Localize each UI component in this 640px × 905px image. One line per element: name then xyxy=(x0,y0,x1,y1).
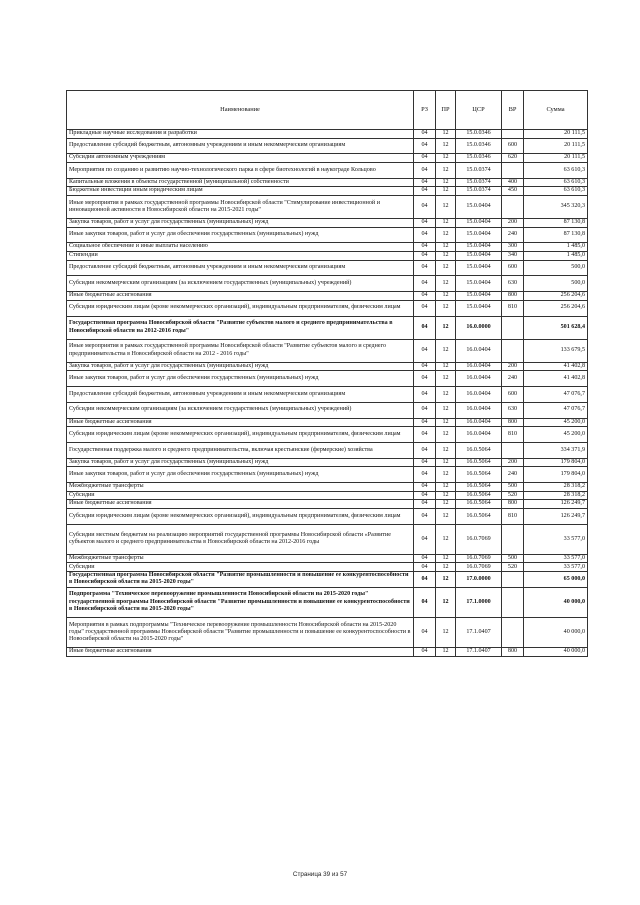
cell-csr: 16.0.5064 xyxy=(456,442,502,458)
cell-vr xyxy=(502,524,524,554)
cell-pr: 12 xyxy=(436,618,456,648)
cell-vr: 800 xyxy=(502,292,524,301)
page-number: Страница 39 из 57 xyxy=(292,871,348,878)
cell-name: Субсидии некоммерческим организациям (за исключением государственных (муниципальных) учреждений) xyxy=(67,402,414,418)
cell-csr: 16.0.0000 xyxy=(456,316,502,339)
cell-sum: 63 610,3 xyxy=(524,178,588,187)
table-row xyxy=(67,362,588,371)
cell-rz: 04 xyxy=(414,467,436,483)
cell-pr: 12 xyxy=(436,524,456,554)
table-row xyxy=(67,276,588,292)
cell-pr: 12 xyxy=(436,491,456,500)
cell-csr: 15.0.0404 xyxy=(456,292,502,301)
cell-name: Предоставление субсидий бюджетным, автономным учреждениям и иным некоммерческим организациям xyxy=(67,386,414,402)
cell-rz: 04 xyxy=(414,587,436,617)
cell-pr: 12 xyxy=(436,458,456,467)
cell-sum: 41 402,8 xyxy=(524,362,588,371)
cell-csr: 16.0.0404 xyxy=(456,427,502,443)
cell-name: Субсидии юридическим лицам (кроме некоммерческих организаций), индивидуальным предпринимателям, физическим лицам xyxy=(67,300,414,316)
cell-vr: 630 xyxy=(502,402,524,418)
cell-sum: 33 577,0 xyxy=(524,524,588,554)
cell-csr: 16.0.5064 xyxy=(456,458,502,467)
cell-csr: 15.0.0404 xyxy=(456,251,502,260)
cell-pr: 12 xyxy=(436,508,456,524)
cell-vr: 520 xyxy=(502,563,524,572)
cell-name: Социальное обеспечение и иные выплаты населению xyxy=(67,243,414,252)
cell-rz: 04 xyxy=(414,178,436,187)
cell-name: Государственная программа Новосибирской области "Развитие промышленности и повышение ее конкурентоспособности в Новосибирской области на 2015-2020 годы" xyxy=(67,572,414,588)
table-row xyxy=(67,458,588,467)
cell-sum: 256 204,6 xyxy=(524,292,588,301)
cell-csr: 17.1.0407 xyxy=(456,618,502,648)
cell-rz: 04 xyxy=(414,251,436,260)
table-row xyxy=(67,467,588,483)
cell-name: Субсидии автономным учреждениям xyxy=(67,154,414,163)
cell-pr: 12 xyxy=(436,418,456,427)
table-row xyxy=(67,402,588,418)
cell-name: Субсидии некоммерческим организациям (за исключением государственных (муниципальных) учреждений) xyxy=(67,276,414,292)
cell-sum: 33 577,0 xyxy=(524,554,588,563)
table-row xyxy=(67,260,588,276)
cell-rz: 04 xyxy=(414,316,436,339)
cell-name: Государственная программа Новосибирской области "Развитие субъектов малого и среднего предпринимательства в Новосибирской области на 2012-2016 годы" xyxy=(67,316,414,339)
cell-sum: 28 318,2 xyxy=(524,491,588,500)
cell-sum: 256 204,6 xyxy=(524,300,588,316)
cell-name: Закупка товаров, работ и услуг для государственных (муниципальных) нужд xyxy=(67,218,414,227)
cell-vr xyxy=(502,316,524,339)
cell-rz: 04 xyxy=(414,554,436,563)
cell-sum: 47 076,7 xyxy=(524,386,588,402)
cell-vr: 200 xyxy=(502,458,524,467)
cell-name: Предоставление субсидий бюджетным, автономным учреждениям и иным некоммерческим организациям xyxy=(67,138,414,154)
cell-sum: 65 000,0 xyxy=(524,572,588,588)
cell-name: Иные закупки товаров, работ и услуг для обеспечения государственных (муниципальных) нужд xyxy=(67,371,414,387)
cell-vr: 810 xyxy=(502,300,524,316)
cell-name: Прикладные научные исследования и разработки xyxy=(67,130,414,139)
cell-rz: 04 xyxy=(414,508,436,524)
cell-vr: 600 xyxy=(502,260,524,276)
cell-name: Бюджетные инвестиции иным юридическим лицам xyxy=(67,187,414,196)
cell-rz: 04 xyxy=(414,491,436,500)
cell-pr: 12 xyxy=(436,402,456,418)
cell-rz: 04 xyxy=(414,227,436,243)
cell-csr: 15.0.0404 xyxy=(456,300,502,316)
cell-vr: 810 xyxy=(502,508,524,524)
cell-name: Капитальные вложения в объекты государственной (муниципальной) собственности xyxy=(67,178,414,187)
table-body xyxy=(67,130,588,657)
header-csr: ЦСР xyxy=(456,91,502,130)
cell-pr: 12 xyxy=(436,572,456,588)
cell-rz: 04 xyxy=(414,648,436,657)
header-pr: ПР xyxy=(436,91,456,130)
cell-name: Межбюджетные трансферты xyxy=(67,554,414,563)
budget-table xyxy=(66,90,588,657)
cell-sum: 87 130,8 xyxy=(524,218,588,227)
cell-pr: 12 xyxy=(436,483,456,492)
table-row xyxy=(67,648,588,657)
cell-rz: 04 xyxy=(414,218,436,227)
cell-pr: 12 xyxy=(436,563,456,572)
cell-csr: 16.0.0404 xyxy=(456,371,502,387)
cell-sum: 63 610,3 xyxy=(524,162,588,178)
cell-pr: 12 xyxy=(436,316,456,339)
cell-sum: 500,0 xyxy=(524,276,588,292)
cell-name: Подпрограмма "Техническое перевооружение промышленности Новосибирской области на 2015-2020 годы" государственной программы Новосибирской области "Развитие промышленности и повышение ее конкурентоспособности в Новосибирской области на 2015-2020 годы" xyxy=(67,587,414,617)
cell-vr xyxy=(502,442,524,458)
cell-vr xyxy=(502,572,524,588)
cell-pr: 12 xyxy=(436,467,456,483)
cell-rz: 04 xyxy=(414,458,436,467)
cell-csr: 15.0.0374 xyxy=(456,162,502,178)
cell-csr: 15.0.0404 xyxy=(456,218,502,227)
cell-vr xyxy=(502,162,524,178)
table-row xyxy=(67,130,588,139)
cell-csr: 16.0.7069 xyxy=(456,563,502,572)
cell-csr: 15.0.0404 xyxy=(456,227,502,243)
cell-sum: 345 320,3 xyxy=(524,195,588,218)
cell-vr: 340 xyxy=(502,251,524,260)
cell-rz: 04 xyxy=(414,138,436,154)
cell-csr: 15.0.0404 xyxy=(456,243,502,252)
cell-name: Государственная поддержка малого и среднего предпринимательства, включая крестьянские (фермерские) хозяйства xyxy=(67,442,414,458)
cell-vr: 200 xyxy=(502,218,524,227)
cell-sum: 41 402,8 xyxy=(524,371,588,387)
cell-rz: 04 xyxy=(414,362,436,371)
cell-vr xyxy=(502,130,524,139)
table-row xyxy=(67,572,588,588)
cell-csr: 16.0.0404 xyxy=(456,362,502,371)
cell-sum: 126 249,7 xyxy=(524,500,588,509)
cell-pr: 12 xyxy=(436,130,456,139)
cell-vr: 600 xyxy=(502,386,524,402)
cell-csr: 16.0.0404 xyxy=(456,402,502,418)
cell-pr: 12 xyxy=(436,386,456,402)
table-row xyxy=(67,618,588,648)
cell-sum: 334 371,9 xyxy=(524,442,588,458)
cell-name: Субсидии xyxy=(67,563,414,572)
cell-vr: 600 xyxy=(502,138,524,154)
cell-csr: 16.0.5064 xyxy=(456,500,502,509)
table-row xyxy=(67,386,588,402)
cell-csr: 15.0.0374 xyxy=(456,178,502,187)
cell-name: Межбюджетные трансферты xyxy=(67,483,414,492)
cell-vr: 810 xyxy=(502,427,524,443)
header-rz: РЗ xyxy=(414,91,436,130)
cell-pr: 12 xyxy=(436,362,456,371)
cell-vr: 800 xyxy=(502,500,524,509)
table-row xyxy=(67,563,588,572)
cell-name: Субсидии юридическим лицам (кроме некоммерческих организаций), индивидуальным предпринимателям, физическим лицам xyxy=(67,427,414,443)
table-row xyxy=(67,371,588,387)
cell-pr: 12 xyxy=(436,587,456,617)
table-row xyxy=(67,300,588,316)
cell-pr: 12 xyxy=(436,300,456,316)
cell-sum: 63 610,3 xyxy=(524,187,588,196)
cell-rz: 04 xyxy=(414,402,436,418)
cell-rz: 04 xyxy=(414,339,436,362)
header-sum: Сумма xyxy=(524,91,588,130)
cell-pr: 12 xyxy=(436,554,456,563)
cell-sum: 179 804,0 xyxy=(524,458,588,467)
table-row xyxy=(67,187,588,196)
cell-pr: 12 xyxy=(436,243,456,252)
cell-pr: 12 xyxy=(436,442,456,458)
cell-vr: 500 xyxy=(502,554,524,563)
cell-sum: 1 485,0 xyxy=(524,251,588,260)
cell-pr: 12 xyxy=(436,187,456,196)
cell-pr: 12 xyxy=(436,154,456,163)
table-row xyxy=(67,554,588,563)
table-row xyxy=(67,178,588,187)
cell-pr: 12 xyxy=(436,195,456,218)
table-row xyxy=(67,154,588,163)
cell-pr: 12 xyxy=(436,276,456,292)
cell-vr: 620 xyxy=(502,154,524,163)
cell-rz: 04 xyxy=(414,130,436,139)
table-row xyxy=(67,138,588,154)
cell-csr: 16.0.5064 xyxy=(456,483,502,492)
cell-sum: 33 577,0 xyxy=(524,563,588,572)
cell-csr: 15.0.0404 xyxy=(456,260,502,276)
cell-csr: 17.0.0000 xyxy=(456,572,502,588)
table-row xyxy=(67,162,588,178)
cell-rz: 04 xyxy=(414,427,436,443)
cell-vr: 240 xyxy=(502,371,524,387)
cell-csr: 15.0.0404 xyxy=(456,195,502,218)
cell-sum: 47 076,7 xyxy=(524,402,588,418)
cell-vr: 240 xyxy=(502,227,524,243)
cell-sum: 20 111,5 xyxy=(524,138,588,154)
cell-rz: 04 xyxy=(414,162,436,178)
cell-pr: 12 xyxy=(436,648,456,657)
table-row xyxy=(67,316,588,339)
cell-csr: 15.0.0346 xyxy=(456,154,502,163)
cell-csr: 16.0.7069 xyxy=(456,524,502,554)
cell-sum: 20 111,5 xyxy=(524,154,588,163)
cell-pr: 12 xyxy=(436,138,456,154)
cell-sum: 87 130,8 xyxy=(524,227,588,243)
table-row xyxy=(67,508,588,524)
cell-name: Предоставление субсидий бюджетным, автономным учреждениям и иным некоммерческим организациям xyxy=(67,260,414,276)
cell-sum: 133 679,5 xyxy=(524,339,588,362)
cell-csr: 16.0.0404 xyxy=(456,386,502,402)
table-header-row xyxy=(67,91,588,130)
cell-name: Иные бюджетные ассигнования xyxy=(67,292,414,301)
cell-pr: 12 xyxy=(436,292,456,301)
cell-name: Субсидии юридическим лицам (кроме некоммерческих организаций), индивидуальным предпринимателям, физическим лицам xyxy=(67,508,414,524)
cell-vr: 800 xyxy=(502,418,524,427)
cell-csr: 15.0.0346 xyxy=(456,138,502,154)
cell-csr: 16.0.7069 xyxy=(456,554,502,563)
cell-sum: 500,0 xyxy=(524,260,588,276)
cell-vr xyxy=(502,618,524,648)
cell-rz: 04 xyxy=(414,572,436,588)
cell-rz: 04 xyxy=(414,187,436,196)
table-row xyxy=(67,587,588,617)
cell-csr: 15.0.0346 xyxy=(456,130,502,139)
cell-rz: 04 xyxy=(414,524,436,554)
cell-rz: 04 xyxy=(414,260,436,276)
cell-vr xyxy=(502,195,524,218)
cell-pr: 12 xyxy=(436,178,456,187)
cell-name: Иные бюджетные ассигнования xyxy=(67,418,414,427)
cell-name: Иные бюджетные ассигнования xyxy=(67,500,414,509)
table-row xyxy=(67,524,588,554)
cell-sum: 20 111,5 xyxy=(524,130,588,139)
cell-sum: 501 628,4 xyxy=(524,316,588,339)
cell-sum: 45 200,0 xyxy=(524,418,588,427)
cell-csr: 16.0.5064 xyxy=(456,508,502,524)
table-row xyxy=(67,251,588,260)
cell-vr xyxy=(502,587,524,617)
cell-name: Иные мероприятия в рамках государственной программы Новосибирской области "Развитие субъектов малого и среднего предпринимательства в Новосибирской области на 2012 - 2016 годы" xyxy=(67,339,414,362)
cell-sum: 45 200,0 xyxy=(524,427,588,443)
cell-vr: 450 xyxy=(502,187,524,196)
table-row xyxy=(67,483,588,492)
cell-vr: 400 xyxy=(502,178,524,187)
cell-vr: 520 xyxy=(502,491,524,500)
cell-csr: 17.1.0407 xyxy=(456,648,502,657)
cell-pr: 12 xyxy=(436,260,456,276)
table-row xyxy=(67,418,588,427)
cell-rz: 04 xyxy=(414,195,436,218)
cell-rz: 04 xyxy=(414,300,436,316)
cell-pr: 12 xyxy=(436,371,456,387)
cell-csr: 15.0.0374 xyxy=(456,187,502,196)
cell-csr: 16.0.0404 xyxy=(456,418,502,427)
cell-sum: 1 485,0 xyxy=(524,243,588,252)
cell-csr: 16.0.5064 xyxy=(456,467,502,483)
cell-rz: 04 xyxy=(414,371,436,387)
table-row xyxy=(67,339,588,362)
cell-rz: 04 xyxy=(414,418,436,427)
cell-pr: 12 xyxy=(436,227,456,243)
cell-name: Иные мероприятия в рамках государственной программы Новосибирской области "Стимулирование инвестиционной и инновационной активности в Новосибирской области на 2015-2021 годы" xyxy=(67,195,414,218)
cell-vr: 300 xyxy=(502,243,524,252)
cell-rz: 04 xyxy=(414,442,436,458)
table-row xyxy=(67,218,588,227)
cell-name: Субсидии местным бюджетам на реализацию мероприятий государственной программы Новосибирской области «Развитие субъектов малого и среднего предпринимательства в Новосибирской области на 2012-2016 годы xyxy=(67,524,414,554)
cell-sum: 40 000,0 xyxy=(524,648,588,657)
cell-csr: 15.0.0404 xyxy=(456,276,502,292)
table-row xyxy=(67,427,588,443)
cell-sum: 179 804,0 xyxy=(524,467,588,483)
cell-vr xyxy=(502,339,524,362)
cell-csr: 16.0.5064 xyxy=(456,491,502,500)
cell-vr: 500 xyxy=(502,483,524,492)
cell-rz: 04 xyxy=(414,618,436,648)
table-row xyxy=(67,227,588,243)
cell-name: Иные закупки товаров, работ и услуг для обеспечения государственных (муниципальных) нужд xyxy=(67,467,414,483)
header-name: Наименование xyxy=(67,91,414,130)
cell-csr: 17.1.0000 xyxy=(456,587,502,617)
table-row xyxy=(67,491,588,500)
cell-name: Иные бюджетные ассигнования xyxy=(67,648,414,657)
cell-csr: 16.0.0404 xyxy=(456,339,502,362)
cell-name: Закупка товаров, работ и услуг для государственных (муниципальных) нужд xyxy=(67,458,414,467)
cell-rz: 04 xyxy=(414,563,436,572)
table-row xyxy=(67,243,588,252)
cell-sum: 40 000,0 xyxy=(524,618,588,648)
cell-rz: 04 xyxy=(414,483,436,492)
cell-vr: 630 xyxy=(502,276,524,292)
cell-name: Субсидии xyxy=(67,491,414,500)
cell-sum: 28 318,2 xyxy=(524,483,588,492)
cell-rz: 04 xyxy=(414,292,436,301)
cell-pr: 12 xyxy=(436,427,456,443)
table-row xyxy=(67,292,588,301)
cell-name: Иные закупки товаров, работ и услуг для обеспечения государственных (муниципальных) нужд xyxy=(67,227,414,243)
cell-pr: 12 xyxy=(436,251,456,260)
table-row xyxy=(67,500,588,509)
header-vr: ВР xyxy=(502,91,524,130)
cell-pr: 12 xyxy=(436,500,456,509)
cell-rz: 04 xyxy=(414,276,436,292)
cell-rz: 04 xyxy=(414,386,436,402)
table-row xyxy=(67,442,588,458)
cell-pr: 12 xyxy=(436,162,456,178)
cell-rz: 04 xyxy=(414,243,436,252)
cell-name: Стипендии xyxy=(67,251,414,260)
cell-name: Мероприятия по созданию и развитию научно-технологического парка в сфере биотехнологий в наукограде Кольцово xyxy=(67,162,414,178)
cell-name: Мероприятия в рамках подпрограммы "Техническое перевооружение промышленности Новосибирской области на 2015-2020 годы" государственной программы Новосибирской области "Развитие промышленности и повышение ее конкурентоспособности в Новосибирской области на 2015-2020 годы" xyxy=(67,618,414,648)
cell-vr: 240 xyxy=(502,467,524,483)
cell-pr: 12 xyxy=(436,339,456,362)
table-row xyxy=(67,195,588,218)
cell-pr: 12 xyxy=(436,218,456,227)
cell-name: Закупка товаров, работ и услуг для государственных (муниципальных) нужд xyxy=(67,362,414,371)
cell-rz: 04 xyxy=(414,154,436,163)
cell-sum: 40 000,0 xyxy=(524,587,588,617)
cell-vr: 800 xyxy=(502,648,524,657)
cell-rz: 04 xyxy=(414,500,436,509)
cell-sum: 126 249,7 xyxy=(524,508,588,524)
cell-vr: 200 xyxy=(502,362,524,371)
